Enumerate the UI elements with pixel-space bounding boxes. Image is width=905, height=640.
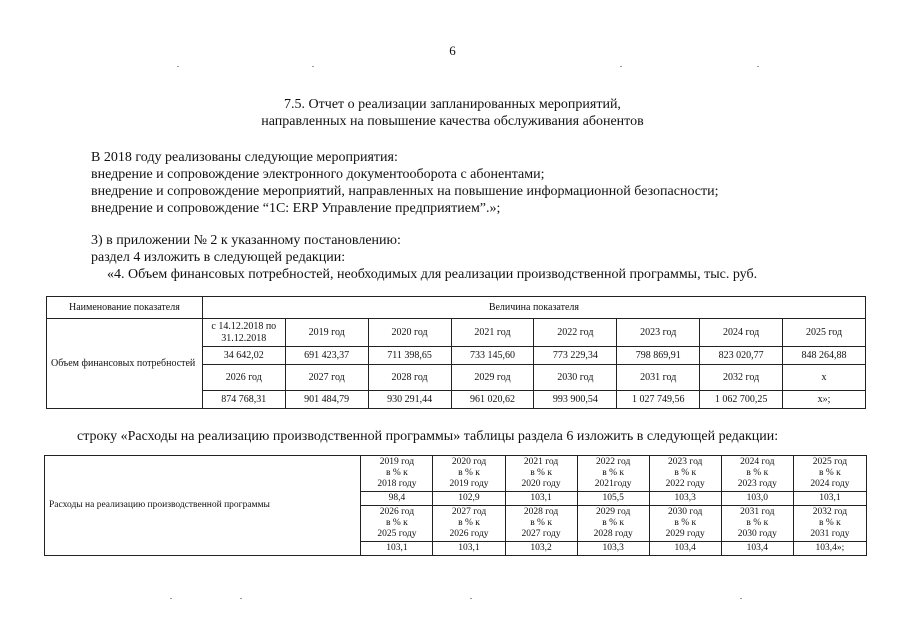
value-cell: 103,0 <box>721 492 793 506</box>
scan-speck <box>470 598 472 599</box>
header-cell: 2029 год в % к 2028 году <box>577 506 649 542</box>
value-cell: 691 423,37 <box>285 347 368 365</box>
value-cell: 103,3 <box>649 492 721 506</box>
intro-line-2: внедрение и сопровождение электронного документооборота с абонентами; <box>91 167 545 182</box>
mid-instruction: строку «Расходы на реализацию производственной программы» таблицы раздела 6 изложить в следующей редакции: <box>77 429 779 444</box>
amend-line-2: раздел 4 изложить в следующей редакции: <box>91 250 346 265</box>
header-cell: 2030 год в % к 2029 году <box>649 506 721 542</box>
year-cell: 2031 год <box>617 365 700 391</box>
header-cell: 2023 год в % к 2022 году <box>649 456 721 492</box>
intro-line-4: внедрение и сопровождение “1С: ERP Управление предприятием”.»; <box>91 201 501 216</box>
year-cell: х <box>783 365 866 391</box>
value-cell: 711 398,65 <box>368 347 451 365</box>
scan-speck <box>240 598 242 599</box>
financial-needs-table <box>46 296 866 409</box>
value-cell: 105,5 <box>577 492 649 506</box>
table-row <box>45 456 867 492</box>
year-cell: с 14.12.2018 по 31.12.2018 <box>202 319 285 347</box>
header-cell: 2031 год в % к 2030 году <box>721 506 793 542</box>
year-cell: 2030 год <box>534 365 617 391</box>
value-cell: 103,3 <box>577 542 649 556</box>
heading-line-2: направленных на повышение качества обслуживания абонентов <box>261 114 644 129</box>
header-name-cell: Наименование показателя <box>47 297 203 319</box>
value-cell: х»; <box>783 391 866 409</box>
header-cell: 2022 год в % к 2021году <box>577 456 649 492</box>
page-number: 6 <box>449 43 456 58</box>
header-value-cell: Величина показателя <box>202 297 865 319</box>
value-cell: 773 229,34 <box>534 347 617 365</box>
value-cell: 103,1 <box>361 542 433 556</box>
header-cell: 2020 год в % к 2019 году <box>433 456 505 492</box>
year-cell: 2020 год <box>368 319 451 347</box>
scan-speck <box>757 66 759 67</box>
header-cell: 2027 год в % к 2026 году <box>433 506 505 542</box>
value-cell: 103,4 <box>649 542 721 556</box>
year-cell: 2024 год <box>700 319 783 347</box>
heading-line-1: 7.5. Отчет о реализации запланированных мероприятий, <box>284 97 621 112</box>
table-row <box>47 319 866 347</box>
value-cell: 848 264,88 <box>783 347 866 365</box>
year-cell: 2022 год <box>534 319 617 347</box>
year-cell: 2025 год <box>783 319 866 347</box>
scan-speck <box>177 66 179 67</box>
value-cell: 1 027 749,56 <box>617 391 700 409</box>
year-cell: 2029 год <box>451 365 534 391</box>
intro-line-1: В 2018 году реализованы следующие мероприятия: <box>91 150 398 165</box>
year-cell: 2032 год <box>700 365 783 391</box>
year-cell: 2026 год <box>202 365 285 391</box>
value-cell: 961 020,62 <box>451 391 534 409</box>
year-cell: 2019 год <box>285 319 368 347</box>
value-cell: 874 768,31 <box>202 391 285 409</box>
value-cell: 98,4 <box>361 492 433 506</box>
value-cell: 103,4»; <box>793 542 866 556</box>
section-heading <box>0 96 905 130</box>
row-label-financial-needs: Объем финансовых потребностей <box>47 319 203 409</box>
header-cell: 2025 год в % к 2024 году <box>793 456 866 492</box>
year-cell: 2027 год <box>285 365 368 391</box>
header-cell: 2021 год в % к 2020 году <box>505 456 577 492</box>
header-cell: 2032 год в % к 2031 году <box>793 506 866 542</box>
value-cell: 103,4 <box>721 542 793 556</box>
row-label-expenses: Расходы на реализацию производственной программы <box>45 456 361 556</box>
value-cell: 823 020,77 <box>700 347 783 365</box>
value-cell: 103,1 <box>505 492 577 506</box>
value-cell: 102,9 <box>433 492 505 506</box>
value-cell: 103,1 <box>793 492 866 506</box>
expenses-table <box>44 455 867 556</box>
intro-line-3: внедрение и сопровождение мероприятий, направленных на повышение информационной безопасности; <box>91 184 719 199</box>
amend-line-1: 3) в приложении № 2 к указанному постановлению: <box>91 233 401 248</box>
header-cell: 2026 год в % к 2025 году <box>361 506 433 542</box>
value-cell: 798 869,91 <box>617 347 700 365</box>
year-cell: 2028 год <box>368 365 451 391</box>
scan-speck <box>740 598 742 599</box>
amend-line-3: «4. Объем финансовых потребностей, необходимых для реализации производственной программы, тыс. руб. <box>107 267 758 282</box>
header-cell: 2024 год в % к 2023 году <box>721 456 793 492</box>
value-cell: 103,1 <box>433 542 505 556</box>
scan-speck <box>170 598 172 599</box>
value-cell: 34 642,02 <box>202 347 285 365</box>
value-cell: 103,2 <box>505 542 577 556</box>
value-cell: 901 484,79 <box>285 391 368 409</box>
year-cell: 2023 год <box>617 319 700 347</box>
year-cell: 2021 год <box>451 319 534 347</box>
value-cell: 993 900,54 <box>534 391 617 409</box>
scan-speck <box>620 66 622 67</box>
scan-speck <box>312 66 314 67</box>
value-cell: 733 145,60 <box>451 347 534 365</box>
header-cell: 2028 год в % к 2027 году <box>505 506 577 542</box>
value-cell: 1 062 700,25 <box>700 391 783 409</box>
header-cell: 2019 год в % к 2018 году <box>361 456 433 492</box>
value-cell: 930 291,44 <box>368 391 451 409</box>
